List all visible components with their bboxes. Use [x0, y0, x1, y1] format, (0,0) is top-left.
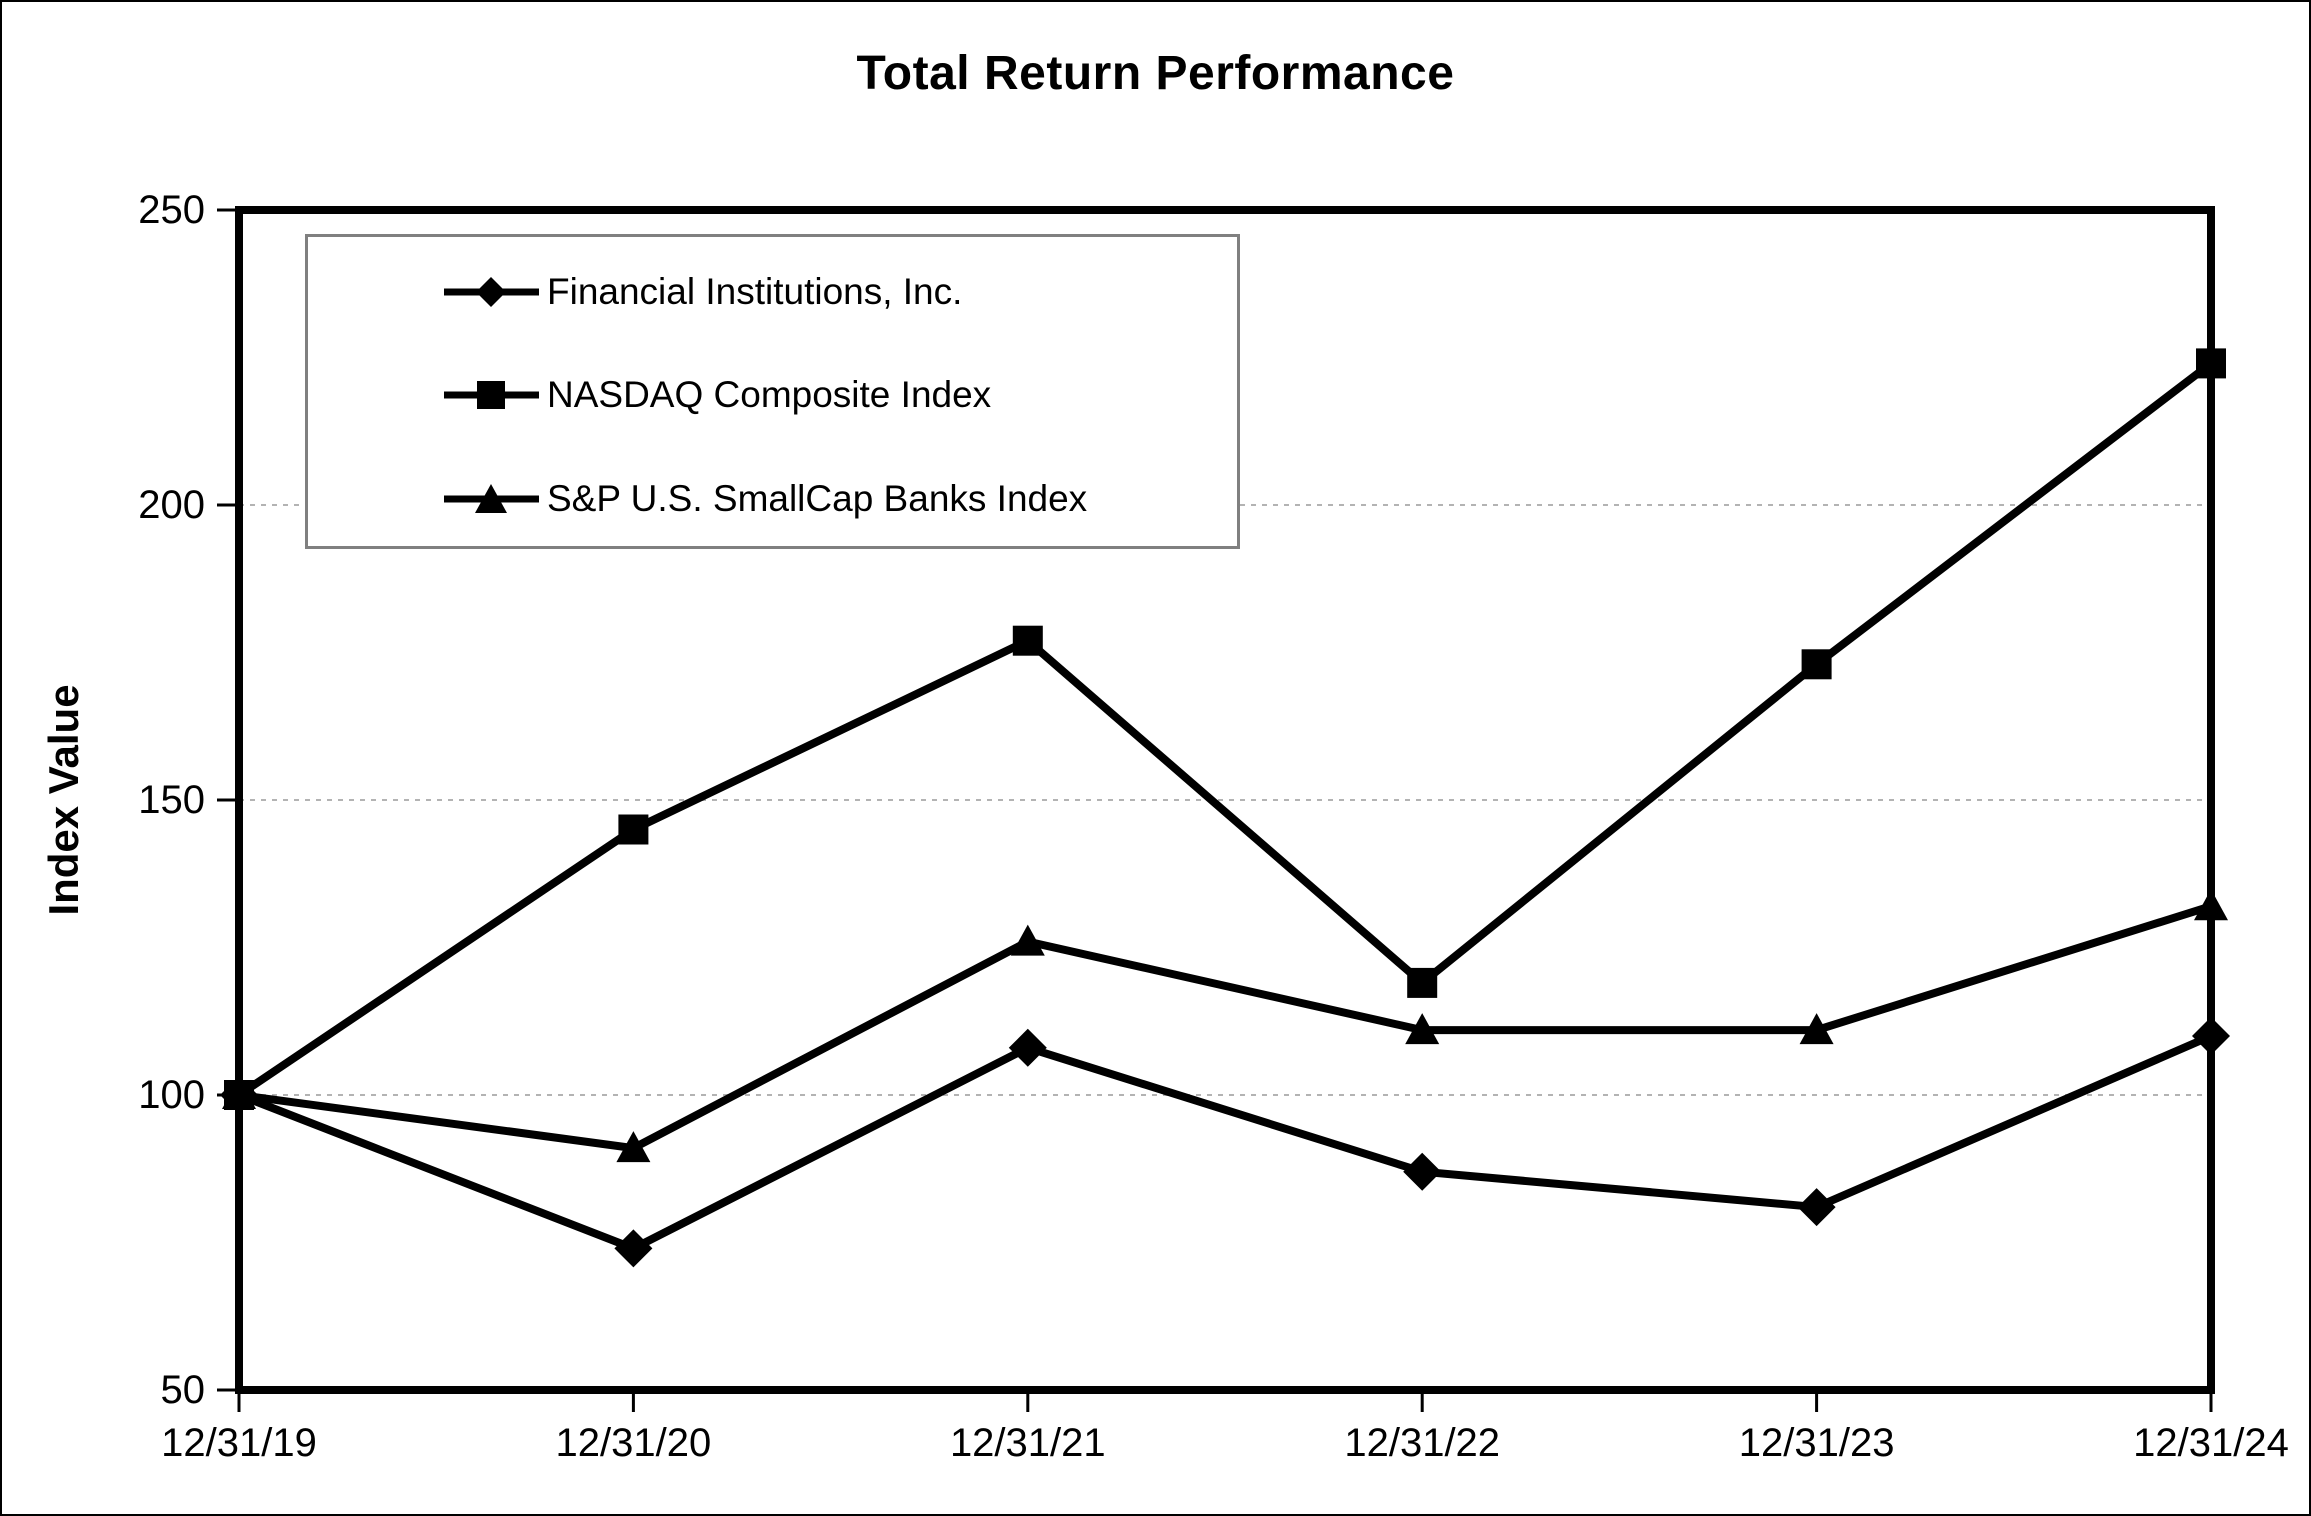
y-tick-label: 50	[160, 1368, 205, 1412]
x-tick-label: 12/31/22	[1344, 1421, 1501, 1465]
square-data-marker	[618, 815, 648, 845]
x-tick-label: 12/31/20	[555, 1421, 712, 1465]
y-tick-label: 150	[138, 778, 205, 822]
x-tick-label: 12/31/21	[949, 1421, 1106, 1465]
legend-item-nasdaq-composite	[444, 373, 991, 417]
diamond-data-marker	[1009, 1029, 1047, 1067]
square-data-marker	[2196, 348, 2226, 378]
legend-label: S&P U.S. SmallCap Banks Index	[547, 478, 1088, 519]
chart-title: Total Return Performance	[856, 47, 1455, 100]
x-tick-label: 12/31/19	[161, 1421, 317, 1465]
legend-item-financial-institutions	[444, 270, 962, 314]
y-tick-label: 200	[138, 483, 205, 527]
diamond-data-marker	[1403, 1153, 1441, 1191]
series-line-diamond	[239, 1036, 2211, 1248]
triangle-series-sample-icon	[444, 477, 539, 521]
y-tick-label: 250	[138, 188, 205, 232]
y-axis-title: Index Value	[40, 684, 87, 916]
x-tick-label: 12/31/24	[2133, 1421, 2289, 1465]
square-data-marker	[1407, 968, 1437, 998]
triangle-data-marker	[2194, 889, 2228, 920]
legend	[305, 234, 1240, 549]
diamond-series-sample-icon	[444, 270, 539, 314]
square-data-marker	[1013, 626, 1043, 656]
diamond-data-marker	[2192, 1017, 2230, 1055]
square-data-marker	[1802, 649, 1832, 679]
square-series-sample-icon	[444, 373, 539, 417]
triangle-data-marker	[1011, 925, 1045, 956]
plot-area	[2, 2, 2311, 1516]
square-data-marker	[224, 1080, 254, 1110]
diamond-data-marker	[1798, 1188, 1836, 1226]
legend-label: Financial Institutions, Inc.	[547, 271, 963, 312]
y-tick-label: 100	[138, 1073, 205, 1117]
x-tick-label: 12/31/23	[1738, 1421, 1895, 1465]
diamond-data-marker	[614, 1229, 652, 1267]
legend-label: NASDAQ Composite Index	[547, 374, 992, 415]
legend-item-sp-smallcap-banks	[444, 477, 1087, 521]
